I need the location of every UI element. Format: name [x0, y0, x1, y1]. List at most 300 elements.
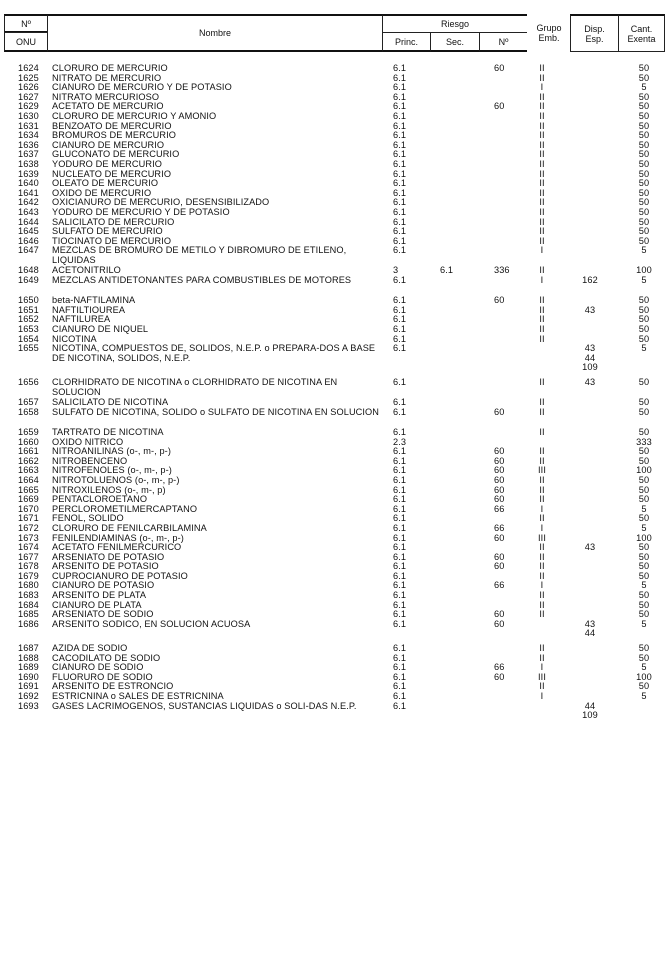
cell-onu: 1659	[18, 426, 39, 437]
cell-princ: 6.1	[393, 245, 407, 256]
cell-name: SULFATO DE MERCURIO	[52, 226, 163, 237]
cell-onu: 1627	[18, 91, 39, 102]
cell-grupo: II	[539, 599, 545, 610]
table-row	[0, 378, 669, 398]
cell-onu: 1649	[18, 275, 39, 286]
cell-princ: 6.1	[393, 691, 407, 702]
cell-grupo: III	[538, 532, 546, 543]
cell-princ: 6.1	[393, 168, 407, 179]
cell-onu: 1691	[18, 681, 39, 692]
header-riesgo-no	[479, 32, 528, 52]
cell-cant: 50	[638, 561, 650, 572]
cell-grupo: II	[539, 314, 545, 325]
cell-onu: 1692	[18, 691, 39, 702]
cell-onu: 1690	[18, 671, 39, 682]
cell-name: BENZOATO DE MERCURIO	[52, 120, 172, 131]
cell-cant: 50	[638, 206, 650, 217]
cell-onu: 1674	[18, 542, 39, 553]
cell-princ: 6.1	[393, 377, 407, 388]
cell-cant: 100	[636, 532, 652, 543]
cell-onu: 1625	[18, 72, 39, 83]
cell-onu: 1670	[18, 503, 39, 514]
table-row	[0, 276, 669, 296]
cell-disp: 43 44	[584, 618, 596, 639]
cell-no: 60	[494, 551, 505, 562]
cell-onu: 1641	[18, 187, 39, 198]
cell-cant: 50	[638, 599, 650, 610]
cell-cant: 50	[638, 91, 650, 102]
cell-sec: 6.1	[440, 265, 454, 276]
cell-onu: 1688	[18, 652, 39, 663]
cell-cant: 50	[638, 314, 650, 325]
cell-no: 60	[494, 63, 505, 73]
table-row	[0, 702, 669, 721]
cell-name: NITROBENCENO	[52, 455, 128, 466]
cell-princ: 6.1	[393, 599, 407, 610]
cell-no: 60	[494, 609, 505, 620]
cell-disp: 43	[584, 304, 596, 315]
cell-cant: 50	[638, 130, 650, 141]
cell-name: ACETONITRILO	[52, 265, 121, 276]
cell-onu: 1672	[18, 522, 39, 533]
cell-name: CLORURO DE MERCURIO Y AMONIO	[52, 110, 217, 121]
cell-princ: 6.1	[393, 314, 407, 325]
cell-princ: 6.1	[393, 484, 407, 495]
header-sec	[430, 32, 480, 52]
cell-princ: 2.3	[393, 436, 407, 447]
cell-onu: 1679	[18, 570, 39, 581]
cell-cant: 50	[638, 304, 650, 315]
cell-cant: 5	[641, 691, 647, 702]
cell-name: MEZCLAS ANTIDETONANTES PARA COMBUSTIBLES DE MOTORES	[52, 275, 352, 286]
cell-grupo: II	[539, 158, 545, 169]
cell-name: YODURO DE MERCURIO	[52, 158, 163, 169]
cell-cant: 50	[638, 494, 650, 505]
cell-no: 66	[494, 580, 505, 591]
cell-onu: 1678	[18, 561, 39, 572]
cell-cant: 5	[641, 275, 647, 286]
cell-onu: 1655	[18, 343, 39, 354]
cell-princ: 6.1	[393, 343, 407, 354]
cell-princ: 6.1	[393, 446, 407, 457]
cell-princ: 6.1	[393, 671, 407, 682]
cell-grupo: II	[539, 197, 545, 208]
cell-onu: 1656	[18, 377, 39, 388]
cell-onu: 1671	[18, 513, 39, 524]
cell-cant: 50	[638, 149, 650, 160]
cell-princ: 6.1	[393, 590, 407, 601]
header-princ	[382, 32, 431, 52]
cell-onu: 1647	[18, 245, 39, 256]
header-onu	[4, 32, 48, 52]
header-no-label: Nº	[21, 18, 31, 29]
cell-onu: 1693	[18, 700, 39, 711]
cell-name: ARSENITO DE ESTRONCIO	[52, 681, 174, 692]
header-onu-label: ONU	[16, 36, 36, 47]
cell-name: NITROTOLUENOS (o-, m-, p-)	[52, 474, 180, 485]
cell-princ: 6.1	[393, 406, 407, 417]
cell-grupo: I	[540, 662, 544, 673]
cell-onu: 1689	[18, 662, 39, 673]
cell-onu: 1643	[18, 206, 39, 217]
cell-name: CIANURO DE PLATA	[52, 599, 142, 610]
cell-cant: 5	[641, 343, 647, 354]
cell-name: ARSENITO DE POTASIO	[52, 561, 159, 572]
cell-grupo: II	[539, 149, 545, 160]
cell-grupo: II	[539, 295, 545, 306]
cell-name: ACETATO DE MERCURIO	[52, 101, 164, 112]
cell-onu: 1645	[18, 226, 39, 237]
cell-disp: 43	[584, 377, 596, 388]
cell-name: SULFATO DE NICOTINA, SOLIDO o SULFATO DE NICOTINA EN SOLUCION	[52, 406, 380, 417]
cell-name: TARTRATO DE NICOTINA	[52, 426, 164, 437]
cell-onu: 1654	[18, 333, 39, 344]
cell-princ: 6.1	[393, 662, 407, 673]
cell-name: CLORHIDRATO DE NICOTINA o CLORHIDRATO DE NICOTINA EN SOLUCION	[52, 377, 338, 397]
cell-onu: 1687	[18, 643, 39, 654]
cell-cant: 50	[638, 101, 650, 112]
cell-onu: 1630	[18, 110, 39, 121]
cell-cant: 333	[636, 436, 652, 447]
cell-cant: 50	[638, 187, 650, 198]
cell-onu: 1651	[18, 304, 39, 315]
cell-name: beta-NAFTILAMINA	[52, 295, 136, 306]
cell-name: NAFTILUREA	[52, 314, 111, 325]
cell-cant: 50	[638, 333, 650, 344]
cell-grupo: I	[540, 580, 544, 591]
cell-disp: 43 44 109	[582, 343, 598, 373]
cell-princ: 6.1	[393, 139, 407, 150]
cell-grupo: II	[539, 110, 545, 121]
table-row	[0, 325, 669, 335]
cell-onu: 1664	[18, 474, 39, 485]
cell-name: YODURO DE MERCURIO Y DE POTASIO	[52, 206, 230, 217]
cell-onu: 1662	[18, 455, 39, 466]
header-riesgo-no-label: Nº	[498, 36, 509, 47]
cell-grupo: II	[539, 139, 545, 150]
cell-grupo: II	[539, 91, 545, 102]
cell-princ: 6.1	[393, 235, 407, 246]
cell-no: 60	[494, 474, 505, 485]
cell-cant: 50	[638, 139, 650, 150]
cell-disp: 162	[582, 275, 598, 286]
cell-princ: 6.1	[393, 455, 407, 466]
cell-princ: 6.1	[393, 324, 407, 335]
cell-onu: 1683	[18, 590, 39, 601]
table-header	[0, 14, 669, 52]
cell-name: TIOCINATO DE MERCURIO	[52, 235, 172, 246]
cell-no: 60	[494, 455, 505, 466]
cell-cant: 50	[638, 570, 650, 581]
cell-no: 60	[494, 101, 505, 112]
cell-no: 60	[494, 618, 505, 629]
cell-cant: 50	[638, 158, 650, 169]
cell-grupo: II	[539, 561, 545, 572]
cell-grupo: II	[539, 542, 545, 553]
cell-grupo: II	[539, 570, 545, 581]
cell-name: CLORURO DE FENILCARBILAMINA	[52, 522, 207, 533]
cell-onu: 1640	[18, 178, 39, 189]
cell-cant: 50	[638, 426, 650, 437]
cell-name: ARSENITO DE PLATA	[52, 590, 147, 601]
cell-name: BROMUROS DE MERCURIO	[52, 130, 176, 141]
cell-princ: 6.1	[393, 110, 407, 121]
cell-princ: 6.1	[393, 206, 407, 217]
cell-grupo: II	[539, 265, 545, 276]
cell-no: 60	[494, 671, 505, 682]
cell-onu: 1637	[18, 149, 39, 160]
cell-name: SALICILATO DE NICOTINA	[52, 397, 169, 408]
cell-grupo: II	[539, 551, 545, 562]
cell-name: NICOTINA, COMPUESTOS DE, SOLIDOS, N.E.P. o PREPARA-DOS A BASE DE NICOTINA, SOLIDOS, N.E.P.	[52, 343, 376, 363]
cell-onu: 1631	[18, 120, 39, 131]
cell-disp: 44 109	[582, 700, 598, 721]
cell-cant: 50	[638, 513, 650, 524]
cell-princ: 6.1	[393, 178, 407, 189]
cell-cant: 50	[638, 609, 650, 620]
cell-princ: 6.1	[393, 197, 407, 208]
cell-onu: 1661	[18, 446, 39, 457]
cell-grupo: I	[540, 522, 544, 533]
cell-cant: 50	[638, 455, 650, 466]
cell-grupo: II	[539, 643, 545, 654]
cell-name: PERCLOROMETILMERCAPTANO	[52, 503, 198, 514]
cell-name: CACODILATO DE SODIO	[52, 652, 161, 663]
cell-grupo: II	[539, 406, 545, 417]
cell-cant: 50	[638, 542, 650, 553]
cell-grupo: II	[539, 333, 545, 344]
cell-princ: 6.1	[393, 580, 407, 591]
cell-princ: 6.1	[393, 226, 407, 237]
header-princ-label: Princ.	[394, 36, 418, 47]
cell-grupo: I	[540, 245, 544, 256]
cell-cant: 50	[638, 110, 650, 121]
cell-princ: 6.1	[393, 465, 407, 476]
header-sec-label: Sec.	[445, 36, 464, 47]
cell-onu: 1638	[18, 158, 39, 169]
cell-name: CIANURO DE MERCURIO	[52, 139, 165, 150]
cell-grupo: II	[539, 304, 545, 315]
cell-grupo: II	[539, 426, 545, 437]
cell-princ: 6.1	[393, 503, 407, 514]
cell-grupo: I	[540, 691, 544, 702]
cell-grupo: II	[539, 216, 545, 227]
cell-no: 66	[494, 662, 505, 673]
cell-princ: 6.1	[393, 72, 407, 83]
cell-grupo: II	[539, 455, 545, 466]
cell-name: CIANURO DE POTASIO	[52, 580, 155, 591]
cell-name: SALICILATO DE MERCURIO	[52, 216, 175, 227]
cell-onu: 1669	[18, 494, 39, 505]
cell-cant: 50	[638, 590, 650, 601]
cell-princ: 6.1	[393, 522, 407, 533]
cell-no: 60	[494, 446, 505, 457]
cell-grupo: II	[539, 681, 545, 692]
cell-name: NITROXILENOS (o-, m-, p)	[52, 484, 166, 495]
cell-cant: 50	[638, 474, 650, 485]
cell-no: 60	[494, 561, 505, 572]
cell-grupo: II	[539, 609, 545, 620]
cell-name: CLORURO DE MERCURIO	[52, 63, 168, 73]
cell-cant: 50	[638, 197, 650, 208]
cell-princ: 6.1	[393, 494, 407, 505]
cell-name: NITROANILINAS (o-, m-, p-)	[52, 446, 171, 457]
cell-grupo: II	[539, 446, 545, 457]
table-body	[0, 64, 669, 721]
cell-name: CIANURO DE SODIO	[52, 662, 144, 673]
cell-onu: 1658	[18, 406, 39, 417]
cell-grupo: II	[539, 63, 545, 73]
cell-no: 60	[494, 295, 505, 306]
cell-name: GLUCONATO DE MERCURIO	[52, 149, 180, 160]
cell-princ: 6.1	[393, 652, 407, 663]
cell-name: NITRATO DE MERCURIO	[52, 72, 162, 83]
cell-cant: 50	[638, 178, 650, 189]
cell-princ: 6.1	[393, 532, 407, 543]
header-cant	[618, 14, 665, 52]
cell-princ: 6.1	[393, 700, 407, 711]
cell-no: 66	[494, 503, 505, 514]
cell-onu: 1657	[18, 397, 39, 408]
cell-name: FLUORURO DE SODIO	[52, 671, 153, 682]
cell-grupo: II	[539, 226, 545, 237]
cell-princ: 6.1	[393, 187, 407, 198]
cell-onu: 1677	[18, 551, 39, 562]
cell-princ: 6.1	[393, 426, 407, 437]
cell-no: 336	[494, 265, 510, 276]
cell-onu: 1634	[18, 130, 39, 141]
cell-princ: 6.1	[393, 397, 407, 408]
cell-onu: 1648	[18, 265, 39, 276]
cell-princ: 6.1	[393, 333, 407, 344]
cell-grupo: II	[539, 178, 545, 189]
cell-onu: 1652	[18, 314, 39, 325]
cell-no: 60	[494, 494, 505, 505]
cell-princ: 6.1	[393, 618, 407, 629]
cell-name: OXIDO NITRICO	[52, 436, 124, 447]
cell-onu: 1629	[18, 101, 39, 112]
header-nombre	[47, 14, 383, 52]
cell-no: 60	[494, 465, 505, 476]
cell-name: ARSENIATO DE SODIO	[52, 609, 154, 620]
cell-princ: 6.1	[393, 643, 407, 654]
cell-princ: 6.1	[393, 609, 407, 620]
table-row	[0, 408, 669, 428]
header-cant-label: Cant. Exenta	[627, 23, 656, 44]
table-row	[0, 246, 669, 266]
cell-cant: 100	[636, 671, 652, 682]
cell-name: CIANURO DE NIQUEL	[52, 324, 149, 335]
cell-cant: 50	[638, 643, 650, 654]
cell-princ: 6.1	[393, 82, 407, 93]
header-nombre-label: Nombre	[198, 28, 231, 38]
cell-onu: 1626	[18, 82, 39, 93]
cell-princ: 6.1	[393, 149, 407, 160]
cell-grupo: I	[540, 275, 544, 286]
cell-cant: 5	[641, 580, 647, 591]
cell-name: ESTRICNINA o SALES DE ESTRICNINA	[52, 691, 224, 702]
cell-no: 66	[494, 522, 505, 533]
cell-grupo: II	[539, 72, 545, 83]
header-no	[4, 14, 48, 33]
cell-cant: 100	[636, 465, 652, 476]
cell-grupo: II	[539, 377, 545, 388]
cell-cant: 50	[638, 120, 650, 131]
cell-grupo: II	[539, 101, 545, 112]
cell-no: 60	[494, 484, 505, 495]
cell-princ: 6.1	[393, 513, 407, 524]
cell-princ: 6.1	[393, 561, 407, 572]
cell-cant: 50	[638, 406, 650, 417]
cell-grupo: II	[539, 513, 545, 524]
cell-cant: 50	[638, 235, 650, 246]
cell-no: 60	[494, 532, 505, 543]
cell-onu: 1685	[18, 609, 39, 620]
cell-onu: 1660	[18, 436, 39, 447]
cell-princ: 6.1	[393, 542, 407, 553]
cell-onu: 1680	[18, 580, 39, 591]
table-row	[0, 344, 669, 378]
cell-onu: 1653	[18, 324, 39, 335]
cell-onu: 1639	[18, 168, 39, 179]
cell-cant: 50	[638, 168, 650, 179]
cell-princ: 6.1	[393, 681, 407, 692]
cell-grupo: III	[538, 671, 546, 682]
cell-princ: 6.1	[393, 158, 407, 169]
cell-cant: 5	[641, 503, 647, 514]
cell-grupo: II	[539, 235, 545, 246]
cell-onu: 1646	[18, 235, 39, 246]
cell-name: NAFTILTIOUREA	[52, 304, 126, 315]
cell-onu: 1644	[18, 216, 39, 227]
cell-onu: 1624	[18, 63, 39, 73]
cell-name: ACETATO FENILMERCURICO	[52, 542, 182, 553]
cell-princ: 6.1	[393, 304, 407, 315]
cell-princ: 6.1	[393, 570, 407, 581]
cell-grupo: III	[538, 465, 546, 476]
cell-onu: 1642	[18, 197, 39, 208]
cell-cant: 100	[636, 265, 652, 276]
cell-cant: 5	[641, 618, 647, 629]
cell-grupo: II	[539, 168, 545, 179]
cell-cant: 5	[641, 662, 647, 673]
cell-grupo: II	[539, 590, 545, 601]
cell-grupo: I	[540, 82, 544, 93]
header-disp	[570, 14, 619, 52]
cell-onu: 1684	[18, 599, 39, 610]
cell-princ: 6.1	[393, 295, 407, 306]
cell-princ: 3	[393, 265, 399, 276]
cell-name: NITRATO MERCURIOSO	[52, 91, 160, 102]
cell-name: ARSENIATO DE POTASIO	[52, 551, 165, 562]
cell-name: CUPROCIANURO DE POTASIO	[52, 570, 188, 581]
cell-princ: 6.1	[393, 551, 407, 562]
cell-grupo: II	[539, 130, 545, 141]
cell-cant: 5	[641, 82, 647, 93]
cell-name: NICOTINA	[52, 333, 97, 344]
header-riesgo-label: Riesgo	[440, 19, 469, 29]
cell-onu: 1663	[18, 465, 39, 476]
cell-name: OLEATO DE MERCURIO	[52, 178, 159, 189]
cell-no: 60	[494, 406, 505, 417]
cell-cant: 50	[638, 397, 650, 408]
cell-cant: 50	[638, 324, 650, 335]
cell-princ: 6.1	[393, 130, 407, 141]
cell-cant: 50	[638, 681, 650, 692]
cell-cant: 50	[638, 216, 650, 227]
cell-grupo: II	[539, 494, 545, 505]
cell-grupo: II	[539, 484, 545, 495]
